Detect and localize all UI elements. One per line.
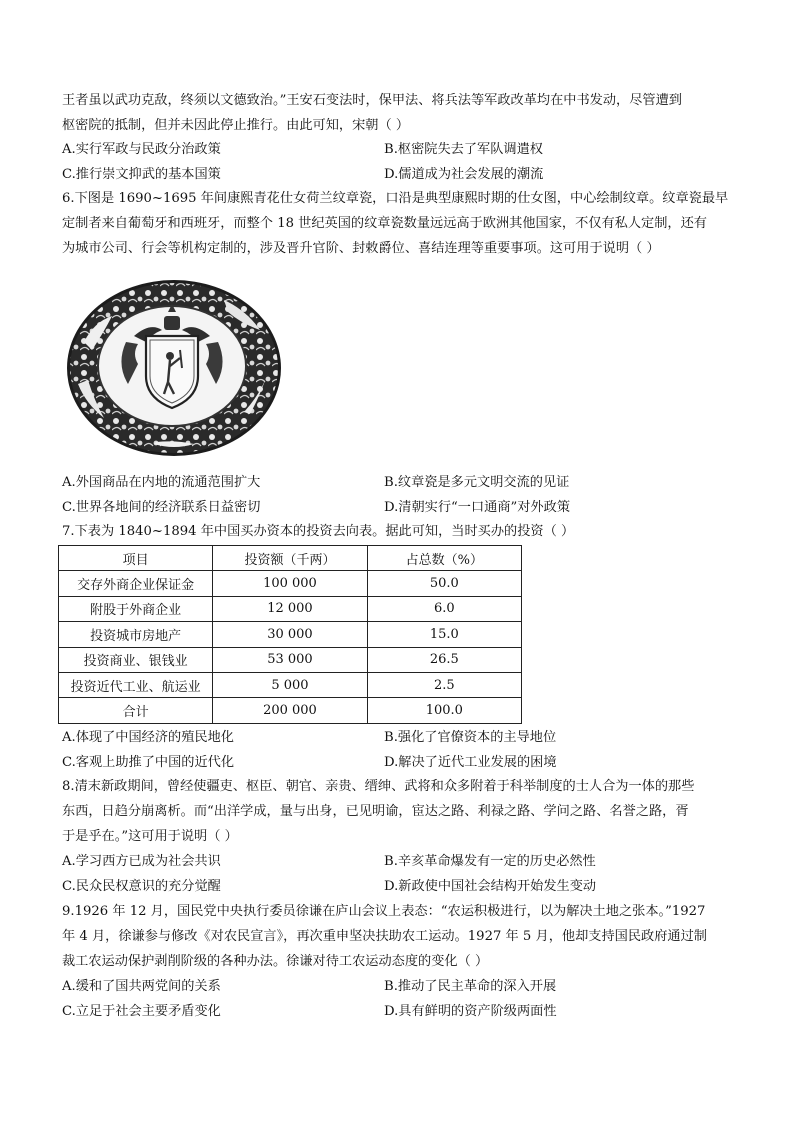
table-cell: 投资近代工业、航运业 — [59, 672, 213, 697]
q5-stem-line-2: 枢密院的抵制，但并未因此停止推行。由此可知，宋朝（ ） — [62, 118, 410, 133]
q8-stem-line-1: 8.清末新政期间，曾经使疆吏、枢臣、朝官、亲贵、缙绅、武将和众多附着于科举制度的士人合为一体的那些 — [62, 779, 695, 794]
comprador-investment-table — [58, 545, 522, 724]
table-cell: 2.5 — [367, 672, 521, 697]
q8-option-d[interactable]: D.新政使中国社会结构开始发生变动 — [384, 879, 597, 894]
table-row — [59, 571, 522, 596]
q8-option-a[interactable]: A.学习西方已成为社会共识 — [62, 854, 221, 869]
table-row — [59, 647, 522, 672]
q9-option-d[interactable]: D.具有鲜明的资产阶级两面性 — [384, 1004, 557, 1019]
q6-option-a[interactable]: A.外国商品在内地的流通范围扩大 — [62, 475, 261, 490]
table-row — [59, 672, 522, 697]
table-cell: 6.0 — [367, 596, 521, 621]
table-cell: 53 000 — [213, 647, 367, 672]
plate-illustration — [64, 272, 284, 460]
q5-option-d[interactable]: D.儒道成为社会发展的潮流 — [384, 167, 544, 182]
table-cell: 附股于外商企业 — [59, 596, 213, 621]
q5-option-a[interactable]: A.实行军政与民政分治政策 — [62, 142, 221, 157]
q7-stem: 7.下表为 1840~1894 年中国买办资本的投资去向表。据此可知，当时买办的投资（ ） — [62, 524, 575, 539]
q6-option-b[interactable]: B.纹章瓷是多元文明交流的见证 — [384, 475, 570, 490]
table-cell: 100 000 — [213, 571, 367, 596]
table-cell: 26.5 — [367, 647, 521, 672]
q9-stem-line-3: 裁工农运动保护剥削阶级的各种办法。徐谦对待工农运动态度的变化（ ） — [62, 954, 489, 969]
table-cell: 合计 — [59, 698, 213, 723]
q6-stem-line-2: 定制者来自葡萄牙和西班牙，而整个 18 世纪英国的纹章瓷数量远远高于欧洲其他国家，不仅有私人定制，还有 — [62, 216, 707, 231]
q8-option-c[interactable]: C.民众民权意识的充分觉醒 — [62, 879, 221, 894]
table-cell: 交存外商企业保证金 — [59, 571, 213, 596]
coat-of-arms-shield — [146, 336, 198, 408]
table-cell: 100.0 — [367, 698, 521, 723]
table-row — [59, 622, 522, 647]
q7-option-d[interactable]: D.解决了近代工业发展的困境 — [384, 755, 557, 770]
q6-option-c[interactable]: C.世界各地间的经济联系日益密切 — [62, 500, 261, 515]
table-row — [59, 596, 522, 621]
table-cell: 50.0 — [367, 571, 521, 596]
table-cell: 30 000 — [213, 622, 367, 647]
table-total-row — [59, 698, 522, 723]
table-cell: 15.0 — [367, 622, 521, 647]
q6-option-d[interactable]: D.清朝实行“一口通商”对外政策 — [384, 500, 571, 515]
q9-stem-line-2: 年 4 月，徐谦参与修改《对农民宣言》，再次重申坚决扶助农工运动。1927 年 5 月，他却支持国民政府通过制 — [62, 929, 707, 944]
table-header-row — [59, 546, 522, 571]
q7-option-b[interactable]: B.强化了官僚资本的主导地位 — [384, 730, 557, 745]
table-cell: 投资城市房地产 — [59, 622, 213, 647]
q9-stem-line-1: 9.1926 年 12 月，国民党中央执行委员徐谦在庐山会议上表态：“农运积极进行，以为解决土地之张本。”1927 — [62, 904, 706, 919]
table-cell: 投资商业、银钱业 — [59, 647, 213, 672]
q9-option-c[interactable]: C.立足于社会主要矛盾变化 — [62, 1004, 221, 1019]
q6-stem-line-1: 6.下图是 1690~1695 年间康熙青花仕女荷兰纹章瓷，口沿是典型康熙时期的仕女图，中心绘制纹章。纹章瓷最早 — [62, 191, 729, 206]
q8-option-b[interactable]: B.辛亥革命爆发有一定的历史必然性 — [384, 854, 596, 869]
table-cell: 200 000 — [213, 698, 367, 723]
q8-stem-line-3: 于是乎在。”这可用于说明（ ） — [62, 829, 238, 844]
table-cell: 12 000 — [213, 596, 367, 621]
q8-stem-line-2: 东西，日趋分崩离析。而“出洋学成，量与出身，已见明谕，宦达之路、利禄之路、学问之路、名誉之路，胥 — [62, 804, 689, 819]
q9-option-b[interactable]: B.推动了民主革命的深入开展 — [384, 979, 557, 994]
table-cell: 5 000 — [213, 672, 367, 697]
table-header-cell: 项目 — [59, 546, 213, 571]
q5-option-c[interactable]: C.推行崇文抑武的基本国策 — [62, 167, 221, 182]
q5-stem-line-1: 王者虽以武功克敌，终须以文德致治。”王安石变法时，保甲法、将兵法等军政改革均在中书发动，尽管遭到 — [62, 93, 682, 108]
table-header-cell: 占总数（%） — [367, 546, 521, 571]
armorial-porcelain-plate-image — [64, 272, 284, 460]
q6-stem-line-3: 为城市公司、行会等机构定制的，涉及晋升官阶、封敕爵位、喜结连理等重要事项。这可用于说明（ ） — [62, 241, 660, 256]
q7-option-c[interactable]: C.客观上助推了中国的近代化 — [62, 755, 235, 770]
table-header-cell: 投资额（千两） — [213, 546, 367, 571]
q5-option-b[interactable]: B.枢密院失去了军队调遣权 — [384, 142, 543, 157]
q7-option-a[interactable]: A.体现了中国经济的殖民地化 — [62, 730, 234, 745]
q9-option-a[interactable]: A.缓和了国共两党间的关系 — [62, 979, 221, 994]
